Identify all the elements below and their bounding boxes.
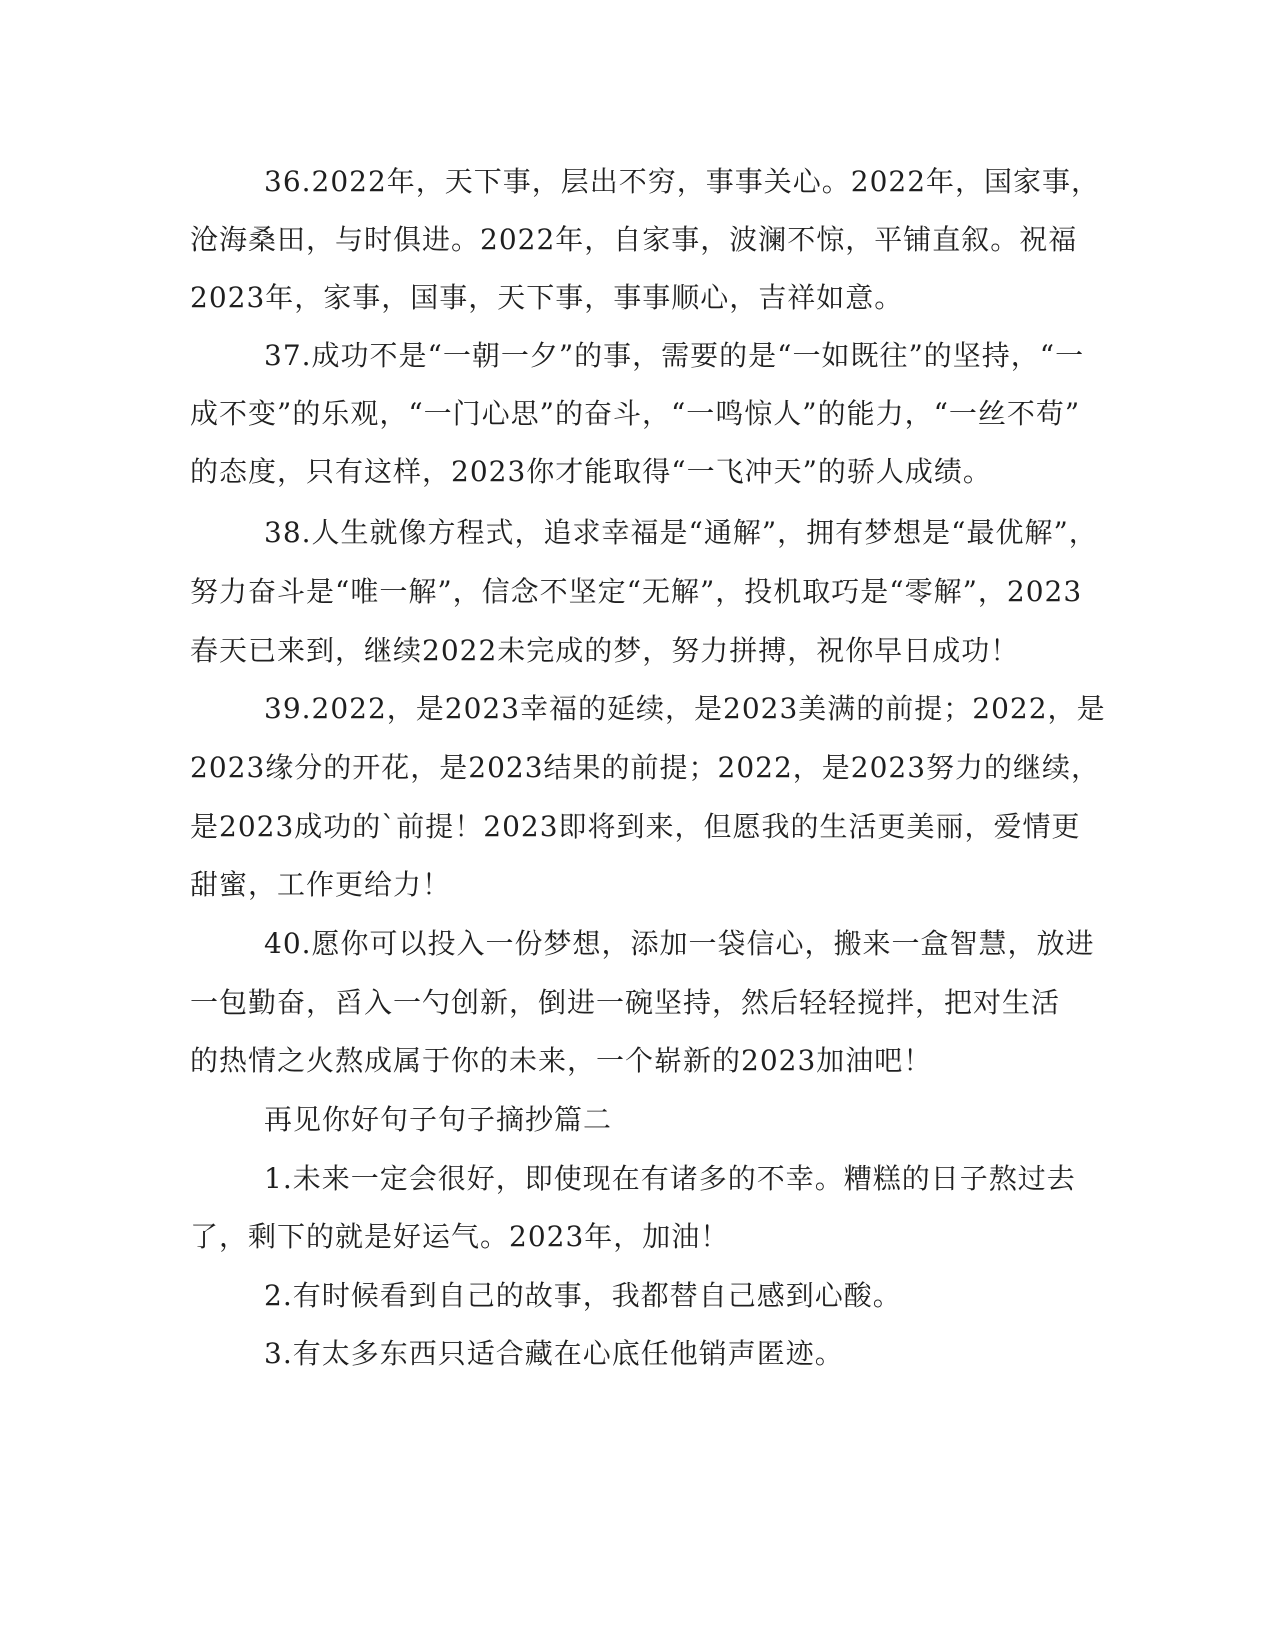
paragraph-38-line-1: 38.人生就像方程式，追求幸福是“通解”，拥有梦想是“最优解”， bbox=[264, 516, 1098, 549]
paragraph-37-line-2: 成不变”的乐观，“一门心思”的奋斗，“一鸣惊人”的能力，“一丝不苟” bbox=[190, 397, 1081, 430]
paragraph-39-line-2: 2023缘分的开花，是2023结果的前提；2022，是2023努力的继续， bbox=[190, 751, 1101, 784]
section-heading: 再见你好句子句子摘抄篇二 bbox=[264, 1103, 613, 1136]
item-2-line-1: 2.有时候看到自己的故事，我都替自己感到心酸。 bbox=[264, 1279, 902, 1312]
paragraph-36-line-2: 沧海桑田，与时俱进。2022年，自家事，波澜不惊，平铺直叙。祝福 bbox=[190, 223, 1078, 256]
paragraph-39-line-1: 39.2022，是2023幸福的延续，是2023美满的前提；2022，是 bbox=[264, 692, 1106, 725]
item-1-line-2: 了，剩下的就是好运气。2023年，加油！ bbox=[190, 1220, 730, 1253]
item-3-line-1: 3.有太多东西只适合藏在心底任他销声匿迹。 bbox=[264, 1337, 844, 1370]
paragraph-40-line-3: 的热情之火熬成属于你的未来，一个崭新的2023加油吧！ bbox=[190, 1044, 933, 1077]
paragraph-36-line-1: 36.2022年，天下事，层出不穷，事事关心。2022年，国家事， bbox=[264, 165, 1101, 198]
paragraph-36-line-3: 2023年，家事，国事，天下事，事事顺心，吉祥如意。 bbox=[190, 281, 904, 314]
item-1-line-1: 1.未来一定会很好，即使现在有诸多的不幸。糟糕的日子熬过去 bbox=[264, 1162, 1076, 1195]
paragraph-37-line-3: 的态度，只有这样，2023你才能取得“一飞冲天”的骄人成绩。 bbox=[190, 455, 992, 488]
paragraph-38-line-2: 努力奋斗是“唯一解”，信念不坚定“无解”，投机取巧是“零解”，2023 bbox=[190, 575, 1083, 608]
paragraph-38-line-3: 春天已来到，继续2022未完成的梦，努力拼搏，祝你早日成功！ bbox=[190, 634, 1020, 667]
paragraph-40-line-1: 40.愿你可以投入一份梦想，添加一袋信心，搬来一盒智慧，放进 bbox=[264, 927, 1095, 960]
paragraph-37-line-1: 37.成功不是“一朝一夕”的事，需要的是“一如既往”的坚持，“一 bbox=[264, 339, 1085, 372]
paragraph-40-line-2: 一包勤奋，舀入一勺创新，倒进一碗坚持，然后轻轻搅拌，把对生活 bbox=[190, 986, 1061, 1019]
paragraph-39-line-4: 甜蜜，工作更给力！ bbox=[190, 868, 452, 901]
paragraph-39-line-3: 是2023成功的`前提！2023即将到来，但愿我的生活更美丽，爱情更 bbox=[190, 810, 1081, 843]
